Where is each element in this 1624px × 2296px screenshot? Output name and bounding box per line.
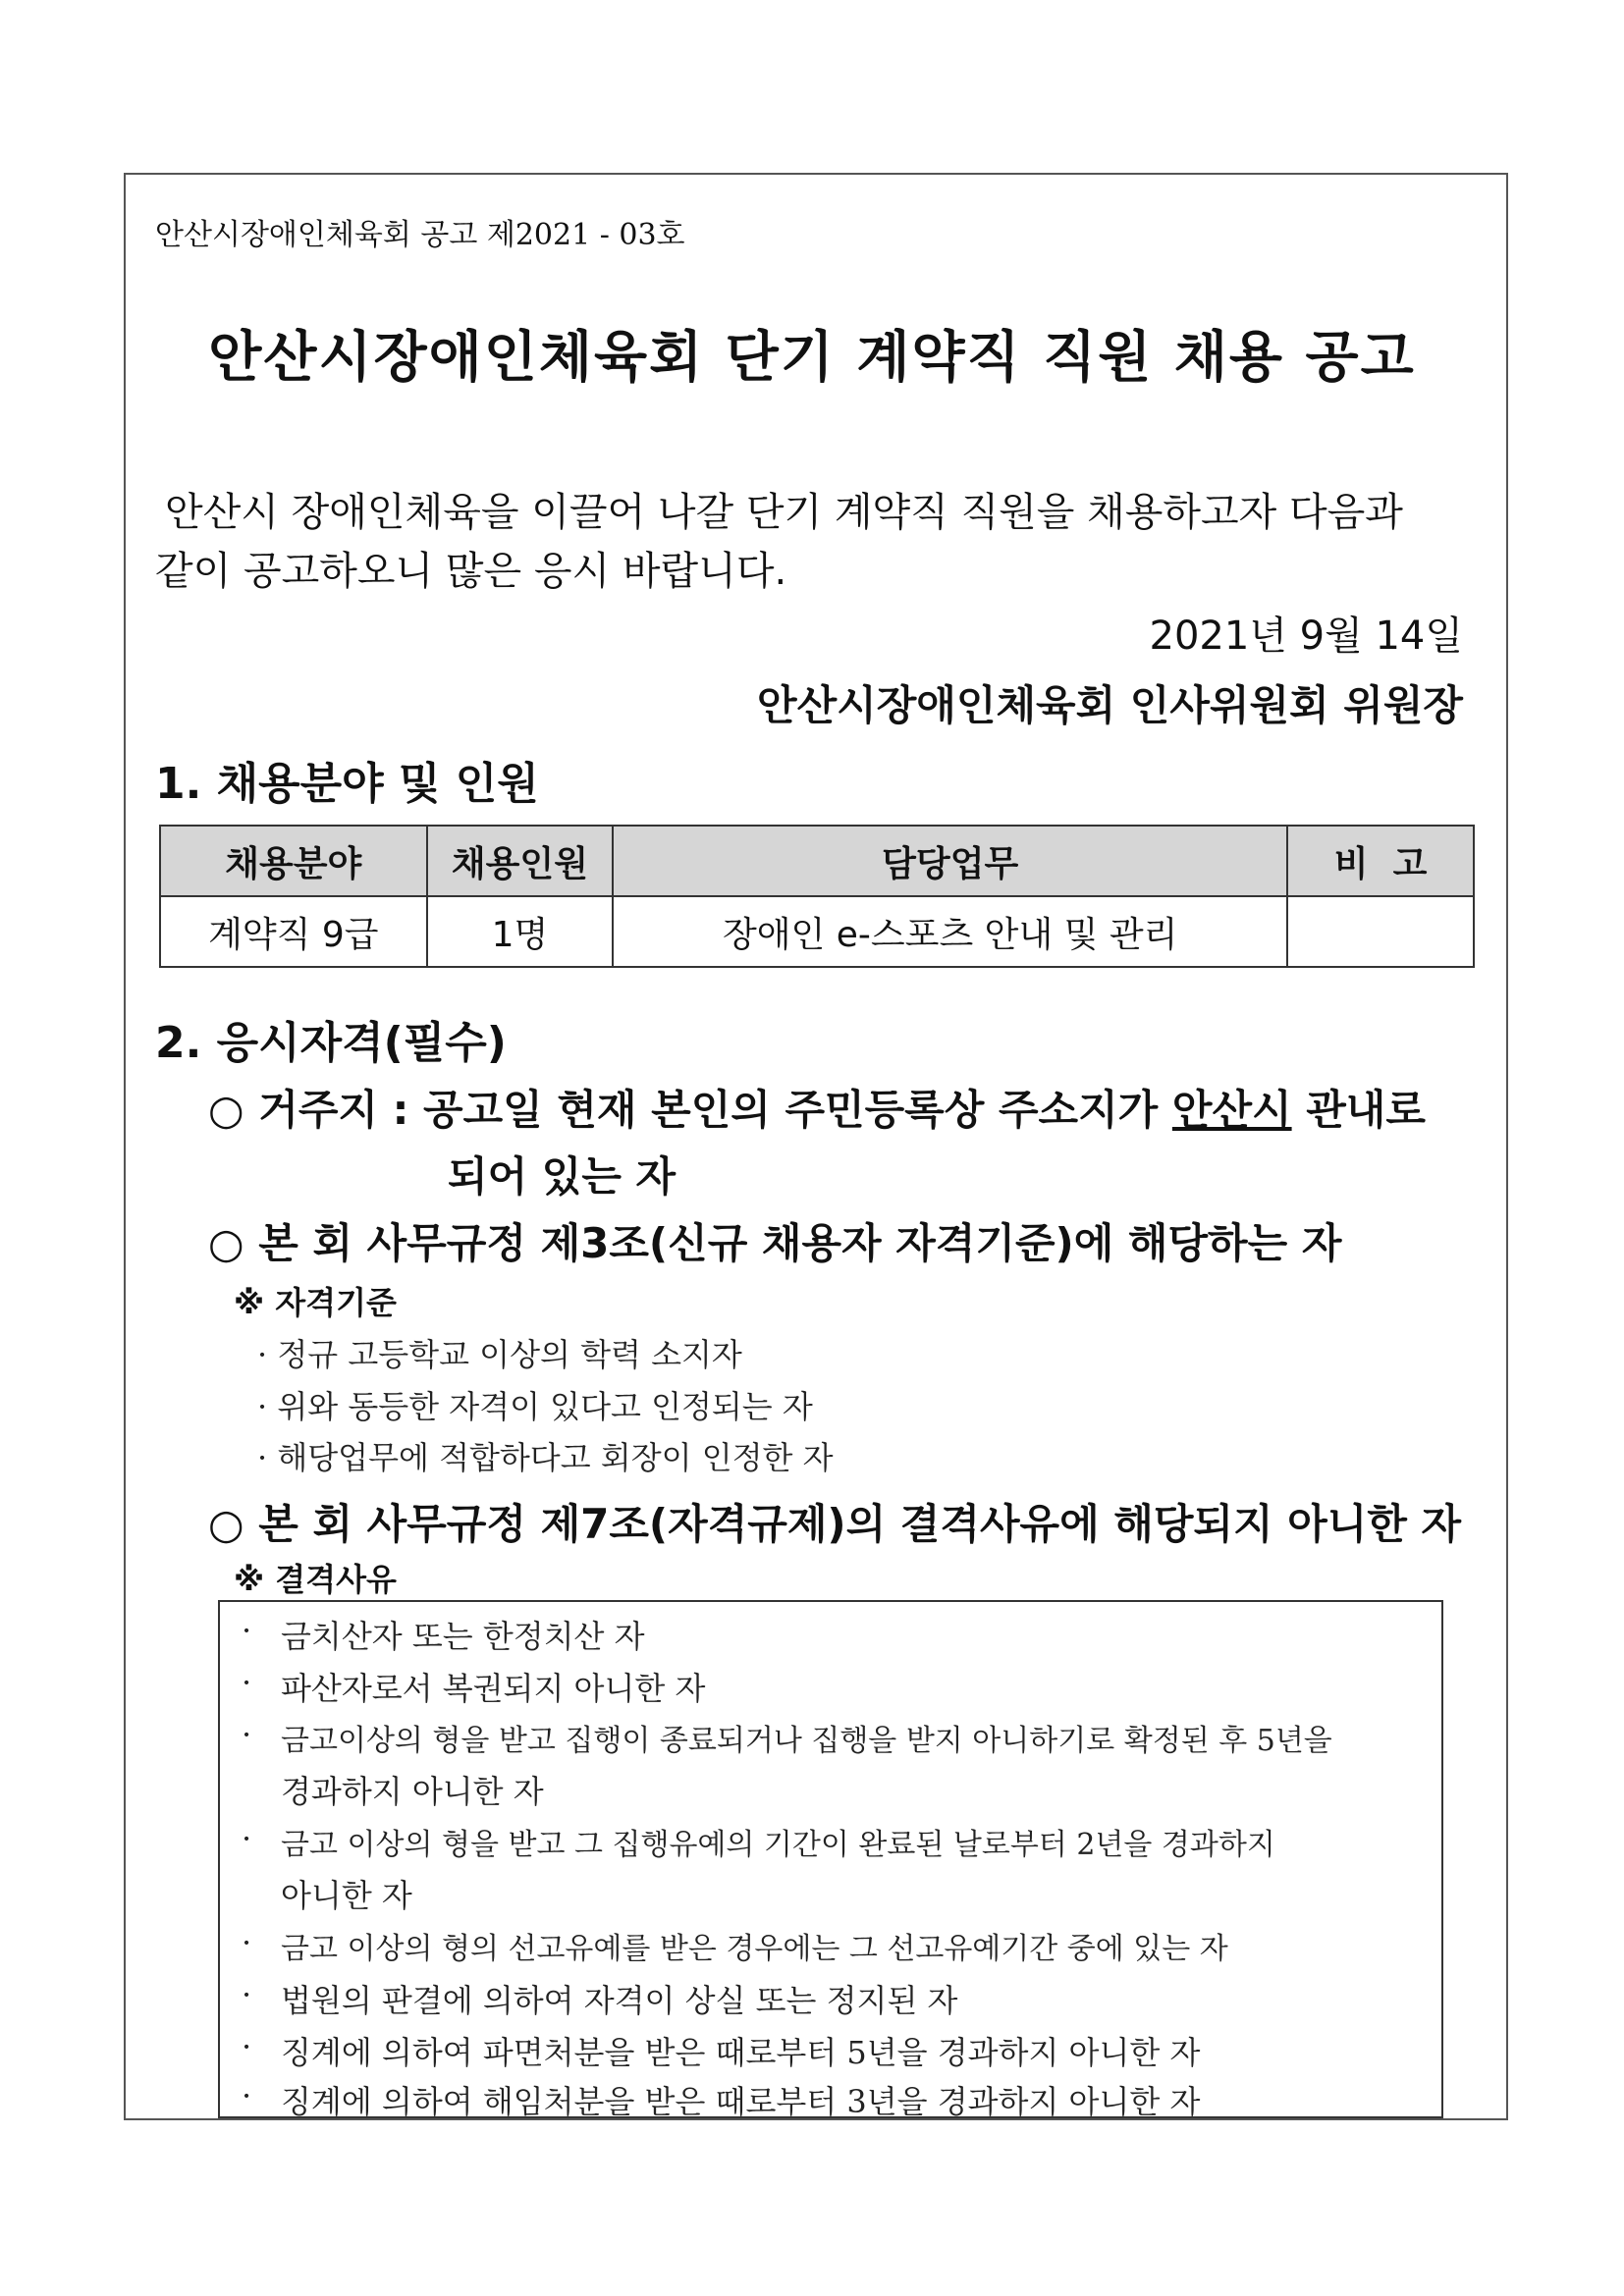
- table-header-row: [160, 826, 1474, 896]
- header-duty: 담당업무: [613, 826, 1287, 896]
- criteria-item: · 해당업무에 적합하다고 회장이 인정한 자: [257, 1439, 834, 1476]
- bullet-dot: ·: [242, 1612, 252, 1649]
- disqualification-label: ※ 결격사유: [234, 1561, 397, 1598]
- table-row: [160, 896, 1474, 967]
- list-item: 금고 이상의 형을 받고 그 집행유예의 기간이 완료된 날로부터 2년을 경과하지: [281, 1828, 1275, 1862]
- criteria-item: · 정규 고등학교 이상의 학력 소지자: [257, 1336, 742, 1373]
- section-2-heading: 2. 응시자격(필수): [155, 1018, 507, 1068]
- notice-number: 안산시장애인체육회 공고 제2021 - 03호: [155, 218, 685, 252]
- bullet-dot: ·: [242, 1716, 252, 1753]
- intro-line-2: 같이 공고하오니 많은 응시 바랍니다.: [155, 549, 787, 594]
- list-item: 금고이상의 형을 받고 집행이 종료되거나 집행을 받지 아니하기로 확정된 후 5년을: [281, 1724, 1332, 1758]
- list-item: 금고 이상의 형의 선고유예를 받은 경우에는 그 선고유예기간 중에 있는 자: [281, 1932, 1228, 1966]
- bullet-dot: ·: [242, 2077, 252, 2114]
- criteria-item: · 위와 동등한 자격이 있다고 인정되는 자: [257, 1388, 813, 1425]
- rule-3-requirement: ○ 본 회 사무규정 제3조(신규 채용자 자격기준)에 해당하는 자: [208, 1219, 1342, 1267]
- notice-date: 2021년 9월 14일: [1149, 614, 1463, 659]
- cell-duty: 장애인 e-스포츠 안내 및 관리: [613, 896, 1287, 967]
- cell-remarks: [1287, 896, 1474, 967]
- list-item: 법원의 판결에 의하여 자격이 상실 또는 정지된 자: [281, 1982, 958, 2019]
- bullet-dot: ·: [242, 2028, 252, 2065]
- header-field: 채용분야: [160, 826, 427, 896]
- residence-requirement: [208, 1078, 1426, 1137]
- list-item: 파산자로서 복권되지 아니한 자: [281, 1670, 706, 1707]
- residence-suffix: 관내로: [1291, 1086, 1426, 1134]
- header-remarks: 비 고: [1287, 826, 1474, 896]
- rule-7-requirement: ○ 본 회 사무규정 제7조(자격규제)의 결격사유에 해당되지 아니한 자: [208, 1500, 1462, 1548]
- disqualification-box: [218, 1600, 1443, 2118]
- cell-field: 계약직 9급: [160, 896, 427, 967]
- intro-line-1: 안산시 장애인체육을 이끌어 나갈 단기 계약직 직원을 채용하고자 다음과: [165, 490, 1403, 535]
- bullet-dot: ·: [242, 1820, 252, 1857]
- cell-count: 1명: [427, 896, 614, 967]
- bullet-dot: ·: [242, 1664, 252, 1701]
- page-title: 안산시장애인체육회 단기 계약직 직원 채용 공고: [208, 326, 1416, 390]
- residence-line-2: 되어 있는 자: [448, 1152, 677, 1201]
- list-item-continued: 경과하지 아니한 자: [281, 1773, 544, 1810]
- header-count: 채용인원: [427, 826, 614, 896]
- list-item: 징계에 의하여 해임처분을 받은 때로부터 3년을 경과하지 아니한 자: [281, 2083, 1201, 2120]
- recruitment-table: [159, 825, 1475, 968]
- signer: 안산시장애인체육회 인사위원회 위원장: [757, 681, 1463, 729]
- criteria-label: ※ 자격기준: [234, 1284, 397, 1321]
- residence-prefix: ○ 거주지 : 공고일 현재 본인의 주민등록상 주소지가: [208, 1086, 1172, 1134]
- list-item: 징계에 의하여 파면처분을 받은 때로부터 5년을 경과하지 아니한 자: [281, 2034, 1201, 2071]
- list-item-continued: 아니한 자: [281, 1877, 412, 1914]
- bullet-dot: ·: [242, 1976, 252, 2013]
- list-item: 금치산자 또는 한정치산 자: [281, 1618, 645, 1655]
- residence-city: 안산시: [1171, 1086, 1292, 1134]
- bullet-dot: ·: [242, 1924, 252, 1961]
- section-1-heading: 1. 채용분야 및 인원: [155, 759, 539, 809]
